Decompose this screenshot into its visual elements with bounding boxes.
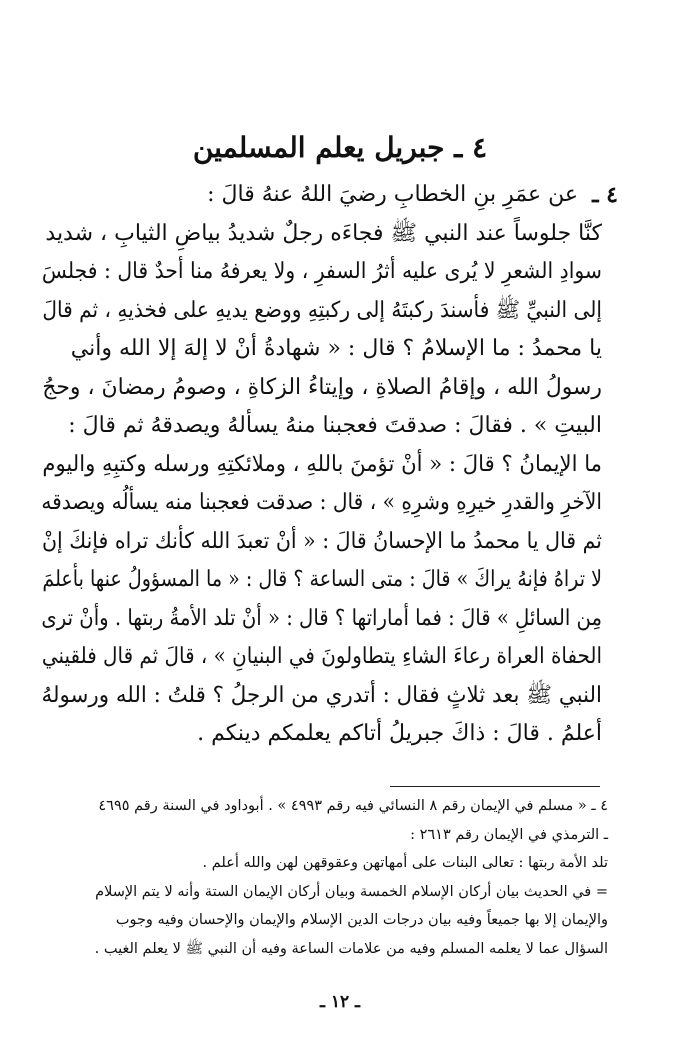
page-number: ـ ١٢ ـ <box>319 992 361 1012</box>
hadith-line: مِن السائلِ » قالَ : فما أماراتها ؟ قال : « أنْ تلد الأمةُ ربتها . وأنْ ترى <box>41 605 603 631</box>
footnote-line: ـ الترمذي في الإيمان رقم ٢٦١٣ : <box>410 826 608 843</box>
hadith-line: البيتِ » . فقالَ : صدقتَ فعجبنا منهُ يسألهُ ويصدقهُ ثم قالَ : <box>68 413 602 438</box>
hadith-line: عن عمَرِ بنِ الخطابِ رضيَ اللهُ عنهُ قالَ : <box>207 182 578 207</box>
hadith-line: لا تراهُ فإنهُ يراكَ » قالَ : متى الساعة ؟ قال : « ما المسؤولُ عنها بأعلمَ <box>42 567 603 592</box>
footnote-line: ٤ ـ « مسلم في الإيمان رقم ٨ النسائي فيه رقم ٤٩٩٣ » . أبوداود في السنة رقم ٤٦٩٥ <box>98 798 608 814</box>
footnote-divider <box>390 786 600 787</box>
hadith-line: كنَّا جلوساً عند النبي ﷺ فجاءَه رجلٌ شديدُ بياضِ الثيابِ ، شديد <box>45 220 602 246</box>
footnotes <box>40 792 608 963</box>
hadith-line: سوادِ الشعرِ لا يُرى عليه أثرُ السفرِ ، ولا يعرفهُ منا أحدٌ قال : فجلسَ <box>41 259 602 284</box>
hadith-line: النبي ﷺ بعد ثلاثٍ فقال : أتدري من الرجلُ ؟ قلتُ : الله ورسولهُ <box>41 682 603 708</box>
hadith-line: ثم قال يا محمدُ ما الإحسانُ قالَ : « أنْ تعبدَ الله كأنك تراه فإنكَ إنْ <box>41 528 603 554</box>
hadith-line: الآخرِ والقدرِ خيرِهِ وشرِهِ » ، قال : صدقت فعجبنا منه يسألُه ويصدقه <box>41 490 603 515</box>
hadith-line: أعلمُ . قالَ : ذاكَ جبريلُ أتاكم يعلمكم دينكم . <box>197 721 602 746</box>
footnote-line: السؤال عما لا يعلمه المسلم وفيه من علامات الساعة وفيه أن النبي ﷺ لا يعلم الغيب . <box>94 940 608 957</box>
hadith-line: يا محمدُ : ما الإسلامُ ؟ قال : « شهادةُ أنْ لا إلهَ إلا الله وأني <box>70 336 602 361</box>
footnote-line: والإيمان إلا بها جميعاً وفيه بيان درجات الدين الإسلام والإيمان والإحسان وفيه وجوب <box>115 912 608 928</box>
hadith-number: ٤ ـ <box>592 182 618 208</box>
hadith-line: رسولُ الله ، وإقامُ الصلاةِ ، وإيتاءُ الزكاةِ ، وصومُ رمضانَ ، وحجُ <box>42 374 603 400</box>
footnote-line: تلد الأمة ربتها : تعالى البنات على أمهاتهن وعقوقهن لهن والله أعلم . <box>202 855 608 871</box>
chapter-title: ٤ ـ جبريل يعلم المسلمين <box>192 131 488 164</box>
hadith-line: إلى النبيِّ ﷺ فأسندَ ركبتَهُ إلى ركبتِهِ ووضع يديهِ على فخذيهِ ، ثم قالَ <box>42 297 602 323</box>
hadith-line: ما الإيمانُ ؟ قالَ : « أنْ تؤمنَ باللهِ ، وملائكتِهِ ورسله وكتبِهِ واليوم <box>42 451 603 477</box>
hadith-text <box>42 176 602 754</box>
footnote-line: = في الحديث بيان أركان الإسلام الخمسة وبيان أركان الإيمان الستة وأنه لا يتم الإسلام <box>95 883 608 900</box>
hadith-line: الحفاة العراة رعاءَ الشاءِ يتطاولونَ في البنيانِ » ، قالَ ثم قال فلقيني <box>41 644 602 669</box>
